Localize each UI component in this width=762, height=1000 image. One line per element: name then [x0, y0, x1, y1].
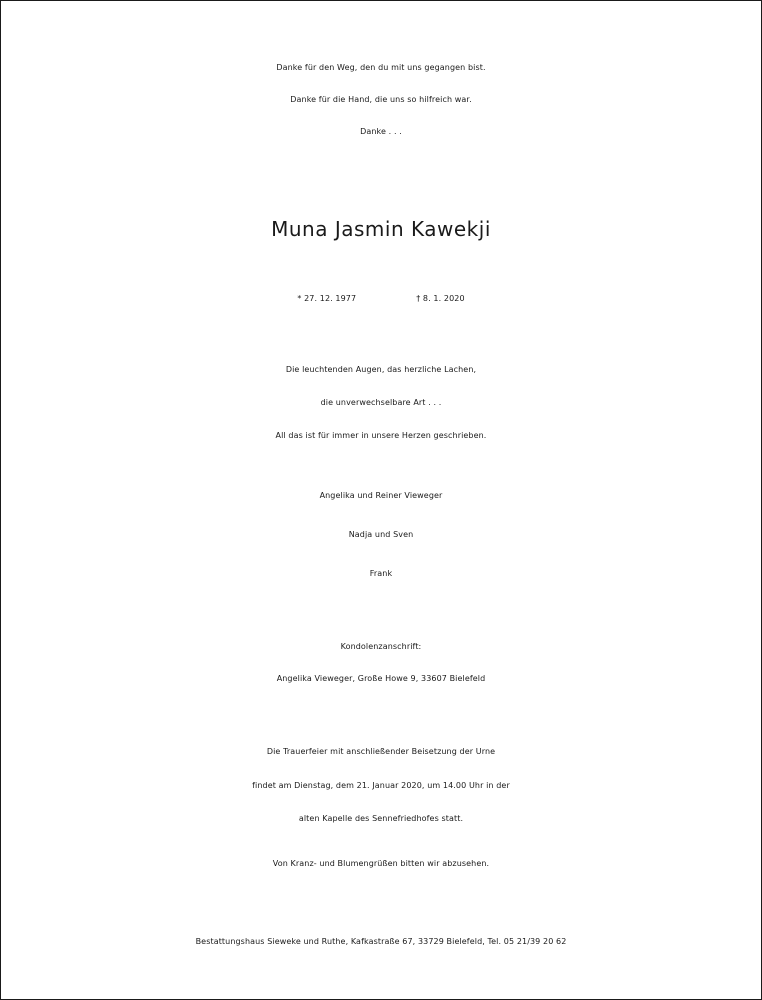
birth-date: * 27. 12. 1977 [297, 294, 357, 303]
quote-line: Die leuchtenden Augen, das herzliche Lachen, [285, 365, 477, 374]
death-date: † 8. 1. 2020 [416, 294, 465, 303]
deceased-name: Muna Jasmin Kawekji [271, 217, 491, 241]
family-member: Nadja und Sven [348, 530, 414, 539]
quote-line: die unverwechselbare Art . . . [320, 398, 442, 407]
quote-line: All das ist für immer in unsere Herzen geschrieben. [275, 431, 487, 440]
ceremony-line: Die Trauerfeier mit anschließender Beisetzung der Urne [266, 747, 496, 756]
funeral-home-footer: Bestattungshaus Sieweke und Ruthe, Kafkastraße 67, 33729 Bielefeld, Tel. 05 21/39 20 62 [195, 937, 567, 946]
flowers-note: Von Kranz- und Blumengrüßen bitten wir abzusehen. [272, 859, 490, 868]
family-member: Frank [369, 569, 393, 578]
intro-line: Danke für den Weg, den du mit uns gegangen bist. [276, 63, 486, 72]
condolence-heading: Kondolenzanschrift: [340, 642, 422, 651]
condolence-address: Angelika Vieweger, Große Howe 9, 33607 Bielefeld [276, 674, 486, 683]
intro-line: Danke für die Hand, die uns so hilfreich war. [290, 95, 472, 104]
ceremony-line: alten Kapelle des Sennefriedhofes statt. [298, 814, 464, 823]
life-dates [1, 285, 761, 313]
family-member: Angelika und Reiner Vieweger [319, 491, 443, 500]
ceremony-line: findet am Dienstag, dem 21. Januar 2020, um 14.00 Uhr in der [252, 781, 510, 790]
intro-line: Danke . . . [360, 127, 402, 136]
